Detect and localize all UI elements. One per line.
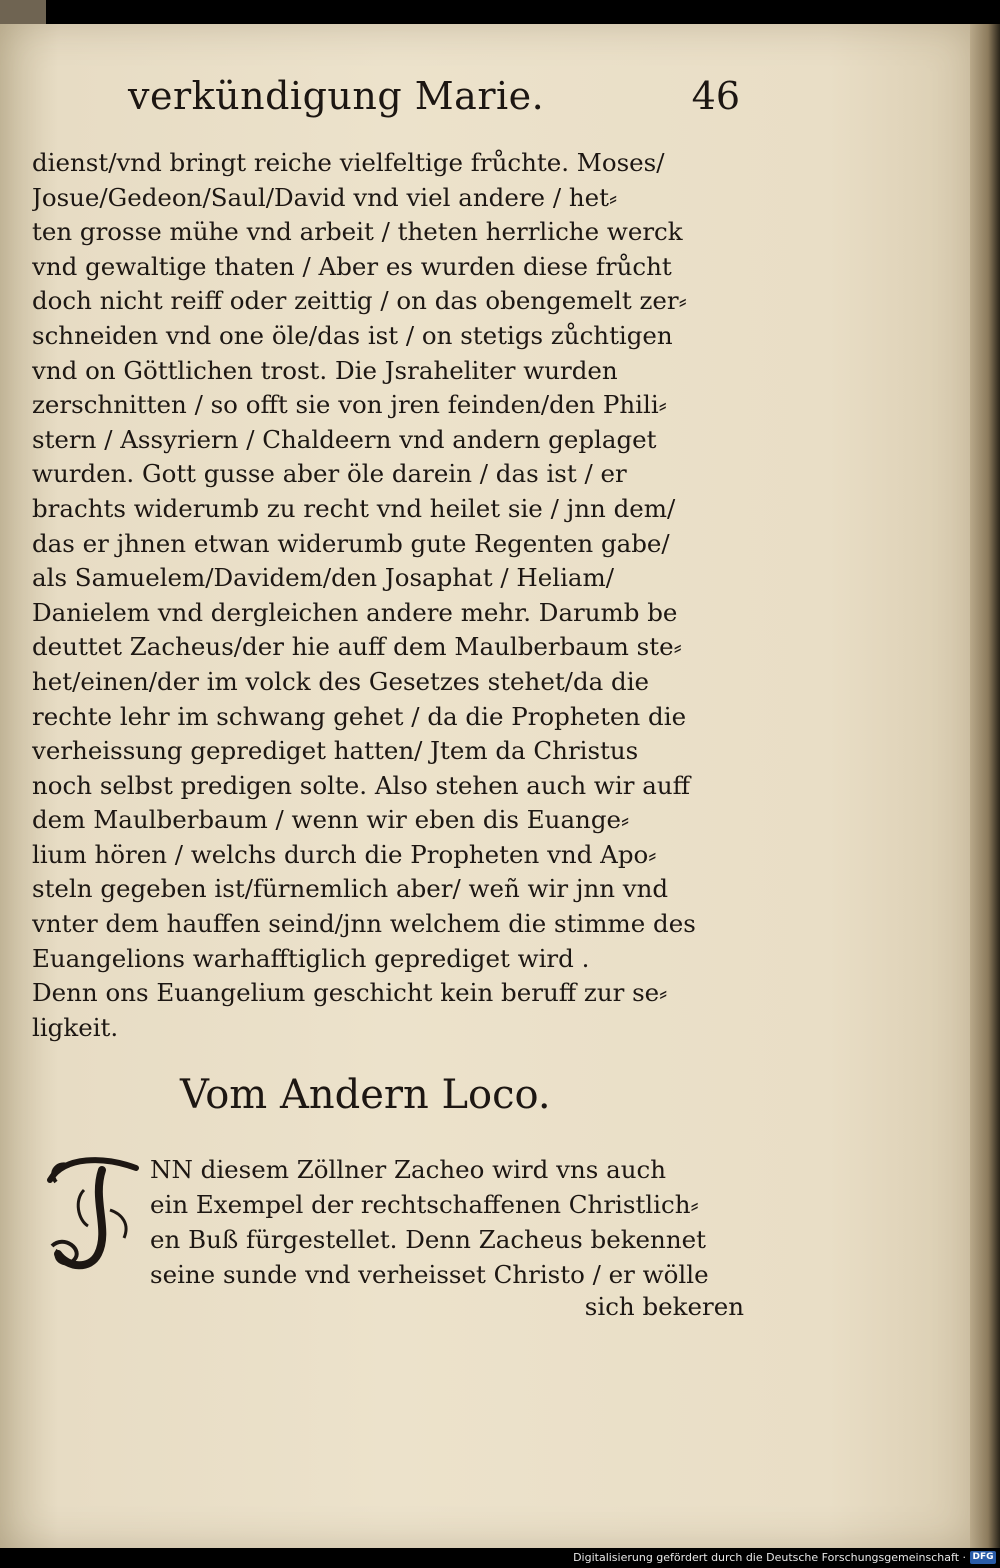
catchword: sich bekeren: [584, 1292, 744, 1321]
section-heading: Vom Andern Loco.: [180, 1072, 551, 1118]
text-line: dem Maulberbaum / wenn wir eben dis Euange⸗: [32, 805, 630, 835]
text-line: verheissung geprediget hatten/ Jtem da Christus: [32, 736, 639, 766]
text-line: Josue/Gedeon/Saul/David vnd viel andere / het⸗: [32, 182, 618, 212]
page-number: 46: [691, 74, 740, 118]
dfg-logo: DFG: [970, 1551, 996, 1564]
text-line: lium hören / welchs durch die Propheten vnd Apo⸗: [32, 839, 657, 869]
book-corner: [0, 0, 46, 24]
text-line: vnd gewaltige thaten / Aber es wurden diese frůcht: [32, 251, 672, 281]
decorated-initial: [44, 1150, 140, 1274]
text-line: het/einen/der im volck des Gesetzes stehet/da die: [32, 666, 650, 696]
second-paragraph: [150, 1152, 750, 1292]
text-line: rechte lehr im schwang gehet / da die Propheten die: [32, 701, 687, 731]
text-line: vnter dem hauffen seind/jnn welchem die stimme des: [32, 909, 696, 939]
running-title: verkündigung Marie.: [128, 74, 545, 118]
text-line: seine sunde vnd verheisset Christo / er wölle: [150, 1260, 709, 1289]
text-line: dienst/vnd bringt reiche vielfeltige frůchte. Moses/: [32, 148, 665, 177]
text-line: en Buß fürgestellet. Denn Zacheus bekennet: [150, 1225, 706, 1254]
text-line: vnd on Göttlichen trost. Die Jsraheliter wurden: [32, 355, 618, 385]
text-line: Denn ons Euangelium geschicht kein beruff zur se⸗: [32, 978, 668, 1008]
text-line: als Samuelem/Davidem/den Josaphat / Heliam/: [32, 563, 614, 593]
page-header: [120, 74, 740, 134]
text-line: brachts widerumb zu recht vnd heilet sie / jnn dem/: [32, 493, 676, 523]
funding-notice: Digitalisierung gefördert durch die Deutsche Forschungsgemeinschaft ·: [573, 1551, 966, 1564]
text-line: steln gegeben ist/fürnemlich aber/ weñ wir jnn vnd: [32, 874, 669, 904]
text-line: zerschnitten / so offt sie von jren feinden/den Phili⸗: [32, 390, 667, 420]
text-line: NN diesem Zöllner Zacheo wird vns auch: [150, 1155, 667, 1184]
page-edge-shadow: [970, 24, 1000, 1548]
text-line: Euangelions warhafftiglich geprediget wird .: [32, 943, 590, 973]
text-line: deuttet Zacheus/der hie auff dem Maulberbaum ste⸗: [32, 632, 682, 662]
body-text: [32, 146, 742, 1045]
text-line: Danielem vnd dergleichen andere mehr. Darumb be: [32, 597, 678, 627]
text-line: ten grosse mühe vnd arbeit / theten herrliche werck: [32, 217, 683, 247]
text-line: stern / Assyriern / Chaldeern vnd andern geplaget: [32, 424, 657, 454]
text-line: ligkeit.: [32, 1012, 119, 1042]
text-line: schneiden vnd one öle/das ist / on stetigs zůchtigen: [32, 320, 673, 350]
text-line: das er jhnen etwan widerumb gute Regenten gabe/: [32, 528, 670, 558]
initial-letter: J: [44, 1150, 45, 1151]
text-line: wurden. Gott gusse aber öle darein / das ist / er: [32, 459, 627, 489]
text-line: noch selbst predigen solte. Also stehen auch wir auff: [32, 770, 691, 800]
text-line: doch nicht reiff oder zeittig / on das obengemelt zer⸗: [32, 286, 687, 316]
text-line: ein Exempel der rechtschaffenen Christlich⸗: [150, 1190, 699, 1219]
